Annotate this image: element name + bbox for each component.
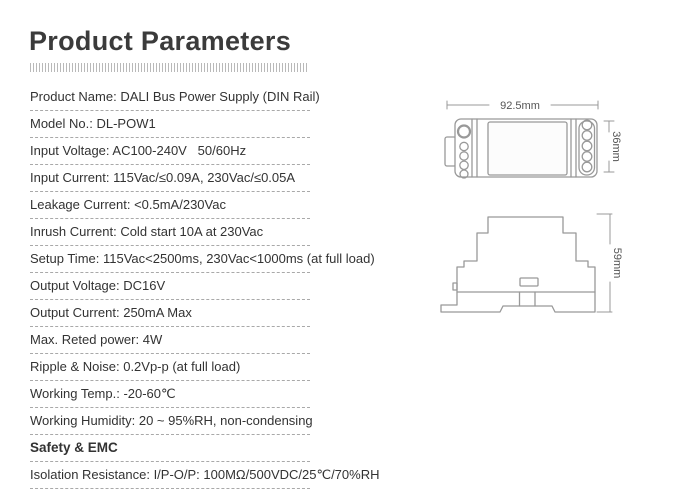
param-row-ripple-noise: Ripple & Noise: 0.2Vp-p (at full load)	[30, 354, 310, 381]
parameter-list	[30, 84, 380, 489]
param-row-working-temp: Working Temp.: -20-60℃	[30, 381, 310, 408]
param-row-setup-time: Setup Time: 115Vac<2500ms, 230Vac<1000ms (at full load)	[30, 246, 310, 273]
device-side-view-drawing	[438, 200, 645, 335]
param-row-isolation-resistance: Isolation Resistance: I/P-O/P: 100MΩ/500VDC/25℃/70%RH	[30, 462, 310, 489]
side-profile-outline	[441, 217, 595, 312]
param-row-product-name: Product Name: DALI Bus Power Supply (DIN Rail)	[30, 84, 310, 111]
param-row-input-current: Input Current: 115Vac/≤0.09A, 230Vac/≤0.05A	[30, 165, 310, 192]
param-row-leakage-current: Leakage Current: <0.5mA/230Vac	[30, 192, 310, 219]
param-row-max-rated-power: Max. Reted power: 4W	[30, 327, 310, 354]
param-row-output-current: Output Current: 250mA Max	[30, 300, 310, 327]
width-dimension-label: 92.5mm	[500, 100, 540, 112]
param-row-working-humidity: Working Humidity: 20 ~ 95%RH, non-condensing	[30, 408, 310, 435]
label-area	[488, 122, 567, 175]
section-header-safety-emc: Safety & EMC	[30, 435, 310, 462]
param-row-inrush-current: Inrush Current: Cold start 10A at 230Vac	[30, 219, 310, 246]
side-height-dimension	[597, 214, 623, 312]
param-row-input-voltage: Input Voltage: AC100-240V 50/60Hz	[30, 138, 310, 165]
device-top-view-drawing	[438, 92, 643, 187]
page-title: Product Parameters	[29, 26, 292, 56]
side-latch-detail	[453, 283, 457, 290]
width-dimension	[447, 100, 598, 112]
height-dimension	[604, 121, 622, 172]
height-dimension-label: 36mm	[610, 131, 622, 162]
side-height-dimension-label: 59mm	[611, 247, 623, 279]
title-underline-hatch	[30, 63, 308, 72]
param-row-model-no: Model No.: DL-POW1	[30, 111, 310, 138]
param-row-output-voltage: Output Voltage: DC16V	[30, 273, 310, 300]
